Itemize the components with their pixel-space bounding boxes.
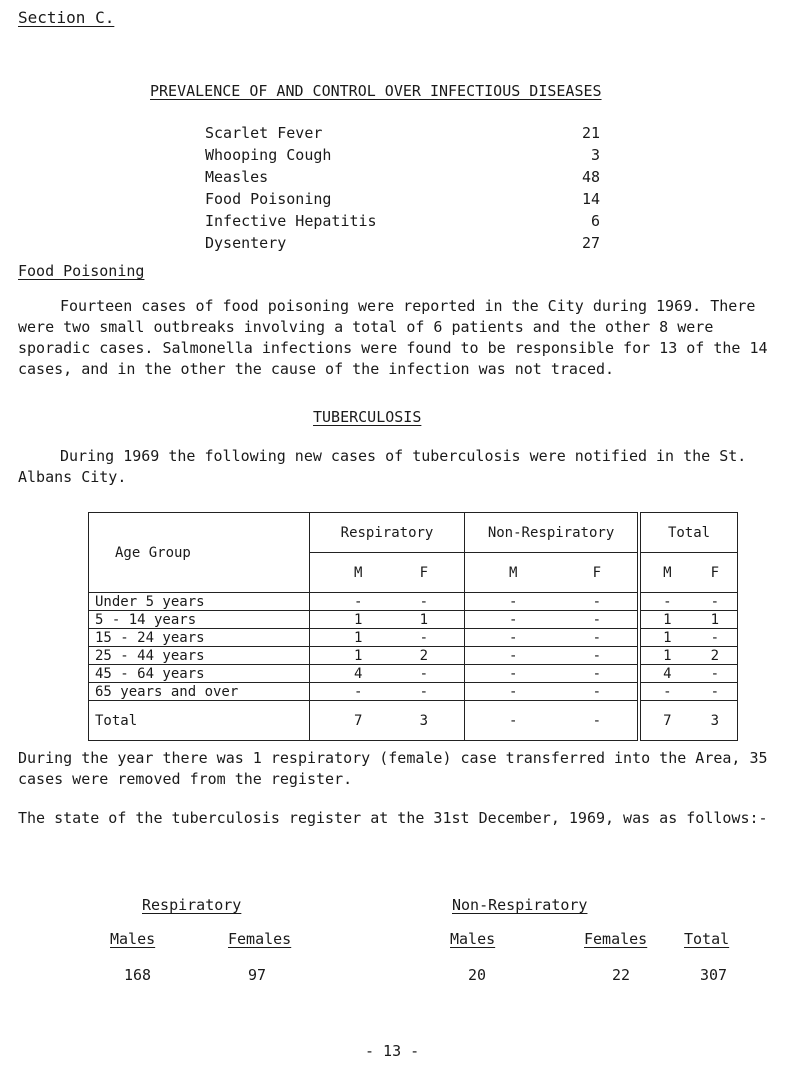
- resp-mf-header: M F: [310, 553, 465, 593]
- table-row: 45 - 64 years 4 - - - 4 -: [89, 665, 738, 683]
- register-nonresp-females: 22: [612, 966, 631, 984]
- food-poisoning-paragraph: Fourteen cases of food poisoning were reported in the City during 1969. There were two small outbreaks involving a total of 6 patients and the other 8 were sporadic cases. Salmonella infections were found to be responsible for 13 of the 14 cases, and in the other the cause of the infection was not traced.: [18, 297, 768, 378]
- tuberculosis-table: [88, 512, 738, 741]
- register-respiratory-label: Respiratory: [142, 896, 242, 914]
- list-item: [205, 144, 600, 166]
- register-summary: [0, 896, 800, 984]
- register-total: 307: [700, 966, 728, 984]
- disease-name: Measles: [205, 168, 269, 186]
- register-resp-males-label: Males: [110, 930, 156, 948]
- disease-name: Dysentery: [205, 234, 287, 252]
- main-title: PREVALENCE OF AND CONTROL OVER INFECTIOUS DISEASES: [150, 82, 602, 100]
- total-mf-header: M F: [639, 553, 737, 593]
- register-resp-males: 168: [124, 966, 152, 984]
- register-note: The state of the tuberculosis register at the 31st December, 1969, was as follows:-: [18, 809, 768, 827]
- disease-count: 27: [581, 234, 600, 252]
- register-nonresp-females-label: Females: [584, 930, 648, 948]
- table-row: 65 years and over - - - - - -: [89, 683, 738, 701]
- nonresp-mf-header: M F: [465, 553, 640, 593]
- register-resp-females-label: Females: [228, 930, 292, 948]
- tuberculosis-intro: During 1969 the following new cases of tuberculosis were notified in the St. Albans City.: [18, 447, 747, 486]
- table-row: 5 - 14 years 1 1 - - 1 1: [89, 611, 738, 629]
- disease-name: Whooping Cough: [205, 146, 332, 164]
- disease-name: Infective Hepatitis: [205, 212, 377, 230]
- list-item: [205, 166, 600, 188]
- list-item: [205, 122, 600, 144]
- disease-count: 14: [581, 190, 600, 208]
- disease-name: Food Poisoning: [205, 190, 332, 208]
- food-poisoning-heading: Food Poisoning: [18, 262, 145, 280]
- col-respiratory: Respiratory: [310, 513, 465, 553]
- disease-count: 3: [590, 146, 600, 164]
- tuberculosis-heading: TUBERCULOSIS: [313, 408, 422, 426]
- register-nonresp-males: 20: [468, 966, 487, 984]
- col-non-respiratory: Non-Respiratory: [465, 513, 640, 553]
- table-total-row: Total 7 3 - - 7 3: [89, 701, 738, 741]
- table-row: Under 5 years - - - - - -: [89, 593, 738, 611]
- register-nonresp-males-label: Males: [450, 930, 496, 948]
- table-row: 25 - 44 years 1 2 - - 1 2: [89, 647, 738, 665]
- register-resp-females: 97: [248, 966, 267, 984]
- disease-count: 21: [581, 124, 600, 142]
- section-label: Section C.: [18, 8, 115, 27]
- transfer-note: During the year there was 1 respiratory (female) case transferred into the Area, 35 cases were removed from the register.: [18, 749, 768, 788]
- register-total-label: Total: [684, 930, 730, 948]
- register-non-respiratory-label: Non-Respiratory: [452, 896, 588, 914]
- list-item: [205, 232, 600, 254]
- page-number: - 13 -: [365, 1042, 420, 1060]
- col-age-group: Age Group: [89, 513, 310, 593]
- disease-name: Scarlet Fever: [205, 124, 323, 142]
- table-row: 15 - 24 years 1 - - - 1 -: [89, 629, 738, 647]
- disease-list: [205, 122, 600, 254]
- list-item: [205, 188, 600, 210]
- disease-count: 6: [590, 212, 600, 230]
- list-item: [205, 210, 600, 232]
- disease-count: 48: [581, 168, 600, 186]
- col-total: Total: [639, 513, 737, 553]
